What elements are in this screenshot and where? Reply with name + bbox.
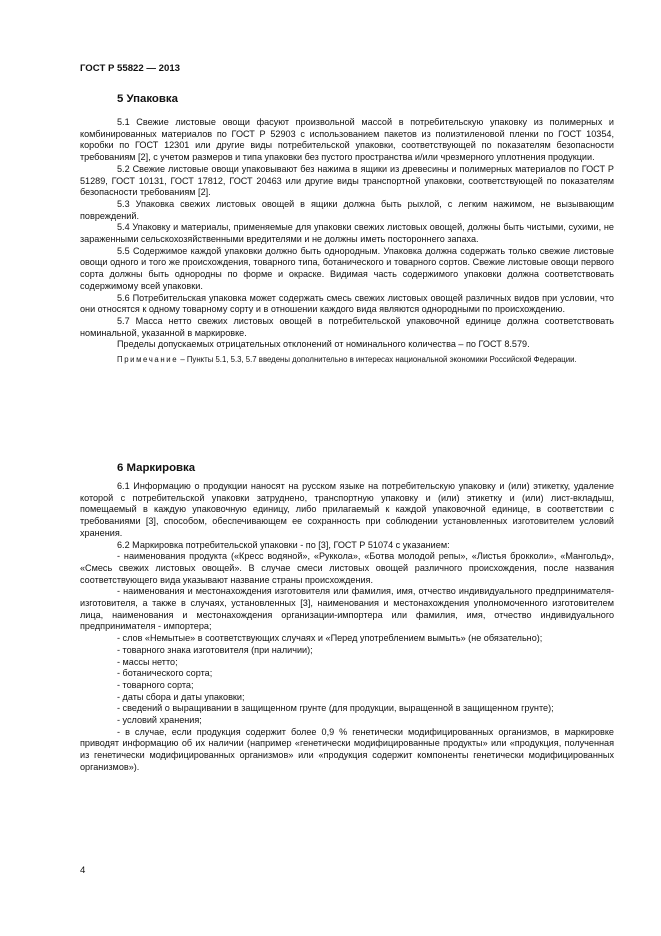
paragraph-5-7: 5.7 Масса нетто свежих листовых овощей в потребительской упаковочной единице должна соответствовать номинальной, указанной в маркировке. bbox=[80, 315, 614, 338]
paragraph-5-3: 5.3 Упаковка свежих листовых овощей в ящики должна быть рыхлой, с легким нажимом, не вызывающим повреждений. bbox=[80, 198, 614, 221]
paragraph-5-2: 5.2 Свежие листовые овощи упаковывают без нажима в ящики из древесины и полимерных материалов по ГОСТ Р 51289, ГОСТ 10131, ГОСТ 17812, ГОСТ 20463 или другие виды транспортной упаковки, соответствующей по показателям безопасности требованиям [2]. bbox=[80, 163, 614, 198]
paragraph-5-1: 5.1 Свежие листовые овощи фасуют произвольной массой в потребительскую упаковку из полимерных и комбинированных материалов по ГОСТ Р 52903 с использованием пакетов из полиэтиленовой пленки по ГОСТ 10354, коробки по ГОСТ 12301 или другие виды потребительской упаковки, соответствующей по показателям безопасности требованиям [2], с учетом размеров и типа упаковки без пустого пространства и/или чрезмерного уплотнения продукции. bbox=[80, 117, 614, 163]
list-item: - товарного знака изготовителя (при наличии); bbox=[117, 644, 313, 655]
paragraph-5-6: 5.6 Потребительская упаковка может содержать смесь свежих листовых овощей различных видов при условии, что они относятся к одному товарному сорту и в отношении каждого вида являются однородными по происхождению. bbox=[80, 292, 614, 315]
list-item: - ботанического сорта; bbox=[117, 668, 213, 679]
list-item: - даты сбора и даты упаковки; bbox=[117, 691, 245, 702]
section-6-title: 6 Маркировка bbox=[117, 462, 196, 474]
note-label: Примечание bbox=[117, 355, 179, 365]
list-item: - в случае, если продукция содержит более 0,9 % генетически модифицированных организмов, в маркировке приводят информацию об их наличии (например «генетически модифицированные продукты» или «продукция, полученная из генетически модифицированных организмов» или «продукция содержит компоненты генетически модифицированных организмов»). bbox=[80, 726, 614, 772]
note bbox=[80, 355, 614, 365]
list-item: - наименования продукта («Кресс водяной», «Руккола», «Ботва молодой репы», «Листья брокколи», «Мангольд», «Смесь свежих листовых овощей». В случае смеси листовых овощей различного происхождения, после названия соответствующего вида указывают название страны происхождения. bbox=[80, 551, 614, 585]
list-item: - условий хранения; bbox=[117, 715, 202, 726]
list-item: - массы нетто; bbox=[117, 656, 178, 667]
list-item: - товарного сорта; bbox=[117, 679, 194, 690]
standard-header: ГОСТ Р 55822 — 2013 bbox=[80, 63, 180, 74]
page-number: 4 bbox=[80, 865, 86, 876]
section-6-body bbox=[80, 481, 614, 774]
paragraph-6-2: 6.2 Маркировка потребительской упаковки - по [3], ГОСТ Р 51074 с указанием: bbox=[117, 539, 450, 550]
section-5-title: 5 Упаковка bbox=[117, 93, 178, 105]
paragraph-5-5: 5.5 Содержимое каждой упаковки должно быть однородным. Упаковка должна содержать только свежие листовые овощи одного и того же происхождения, товарного типа, ботанического и товарного сортов. Свежие листовые овощи первого сорта должны быть однородны по форме и окраске. Видимая часть содержимого упаковки должна соответствовать содержимому всей упаковки. bbox=[80, 245, 614, 291]
list-item: - сведений о выращивании в защищенном грунте (для продукции, выращенной в защищенном грунте); bbox=[117, 703, 554, 714]
section-5-body bbox=[80, 117, 614, 365]
list-item: - наименования и местонахождения изготовителя или фамилия, имя, отчество индивидуального предпринимателя-изготовителя, а также в случаях, установленных [3], наименования и местонахождения уполномоченного изготовителем лица, наименования и местонахождения организации-импортера или фамилия, имя, отчество индивидуального предпринимателя - импортера; bbox=[80, 586, 614, 632]
paragraph-5-7-limits: Пределы допускаемых отрицательных отклонений от номинального количества – по ГОСТ 8.579. bbox=[117, 339, 530, 350]
paragraph-6-1: 6.1 Информацию о продукции наносят на русском языке на потребительскую упаковку и (или) этикетку, удаление которой с потребительской упаковки затруднено, транспортную упаковку и (или) этикетку и (или) лист-вкладыш, помещаемый в каждую упаковочную единицу, либо прилагаемый к каждой упаковочной единице, в соответствии с требованиями [3], способом, обеспечивающем ее сохранность при соблюдении установленных изготовителем условий хранения. bbox=[80, 481, 614, 538]
note-text: – Пункты 5.1, 5.3, 5.7 введены дополнительно в интересах национальной экономики Российской Федерации. bbox=[180, 355, 577, 365]
paragraph-5-4: 5.4 Упаковку и материалы, применяемые для упаковки свежих листовых овощей, должны быть чистыми, сухими, не зараженными сельскохозяйственными вредителями и не должны иметь постороннего запаха. bbox=[80, 222, 614, 245]
list-item: - слов «Немытые» в соответствующих случаях и «Перед употреблением вымыть» (не обязательно); bbox=[117, 633, 543, 644]
